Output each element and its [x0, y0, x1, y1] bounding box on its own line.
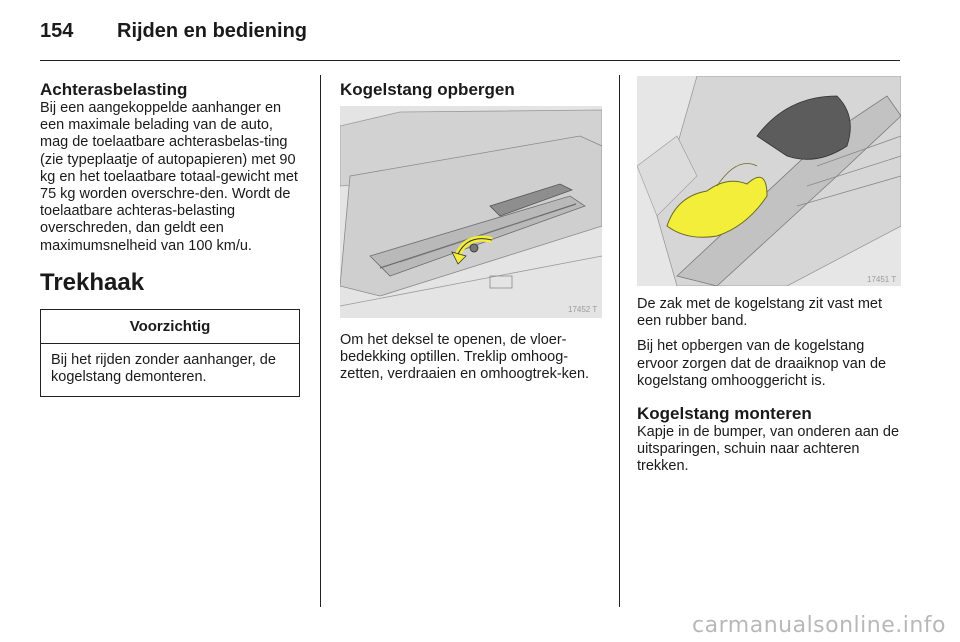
section-heading-mount-towbar: Kogelstang monteren [637, 404, 812, 424]
section-title-towbar: Trekhaak [40, 268, 145, 296]
store-towbar-text: Om het deksel te openen, de vloer-bedekking optillen. Treklip omhoog-zetten, verdraaien en omhoogtrek-ken. [340, 332, 590, 383]
watermark: carmanualsonline.info [692, 613, 946, 638]
page-heading: Rijden en bediening [117, 20, 308, 42]
column-divider [320, 75, 321, 607]
bag-fastening-text: De zak met de kogelstang zit vast met een rubber band. [637, 296, 882, 330]
caution-text: Bij het rijden zonder aanhanger, de kogelstang demonteren. [51, 352, 276, 386]
rear-axle-load-text: Bij een aangekoppelde aanhanger en een maximale belading van de auto, mag de toelaatbare achterasbelas-ting (zie typeplaatje of autopapieren) met 90 kg en het toelaatbare totaal-gewicht met 75 kg worden overschre-den. Wordt de toelaatbare achteras-belasting overschreden, dan geldt een maximumsnelheid van 100 km/u. [40, 100, 298, 254]
figure-code-2: 17451 T [867, 275, 897, 284]
page-number: 154 [40, 20, 74, 42]
caution-title: Voorzichtig [41, 310, 299, 344]
towbar-bag-illustration [637, 76, 901, 286]
header-rule [40, 60, 900, 61]
storage-orientation-text: Bij het opbergen van de kogelstang ervoor zorgen dat de draaiknop van de kogelstang omhooggericht is. [637, 338, 887, 389]
column-divider [619, 75, 620, 607]
trunk-floor-illustration [340, 106, 602, 318]
figure-code-1: 17452 T [568, 305, 598, 314]
mount-towbar-text: Kapje in de bumper, van onderen aan de uitsparingen, schuin naar achteren trekken. [637, 424, 900, 475]
column-left [40, 80, 305, 397]
section-heading-store-towbar: Kogelstang opbergen [340, 80, 515, 99]
column-right [637, 296, 903, 484]
caution-box [40, 309, 300, 398]
section-heading-rear-axle-load: Achterasbelasting [40, 80, 188, 99]
